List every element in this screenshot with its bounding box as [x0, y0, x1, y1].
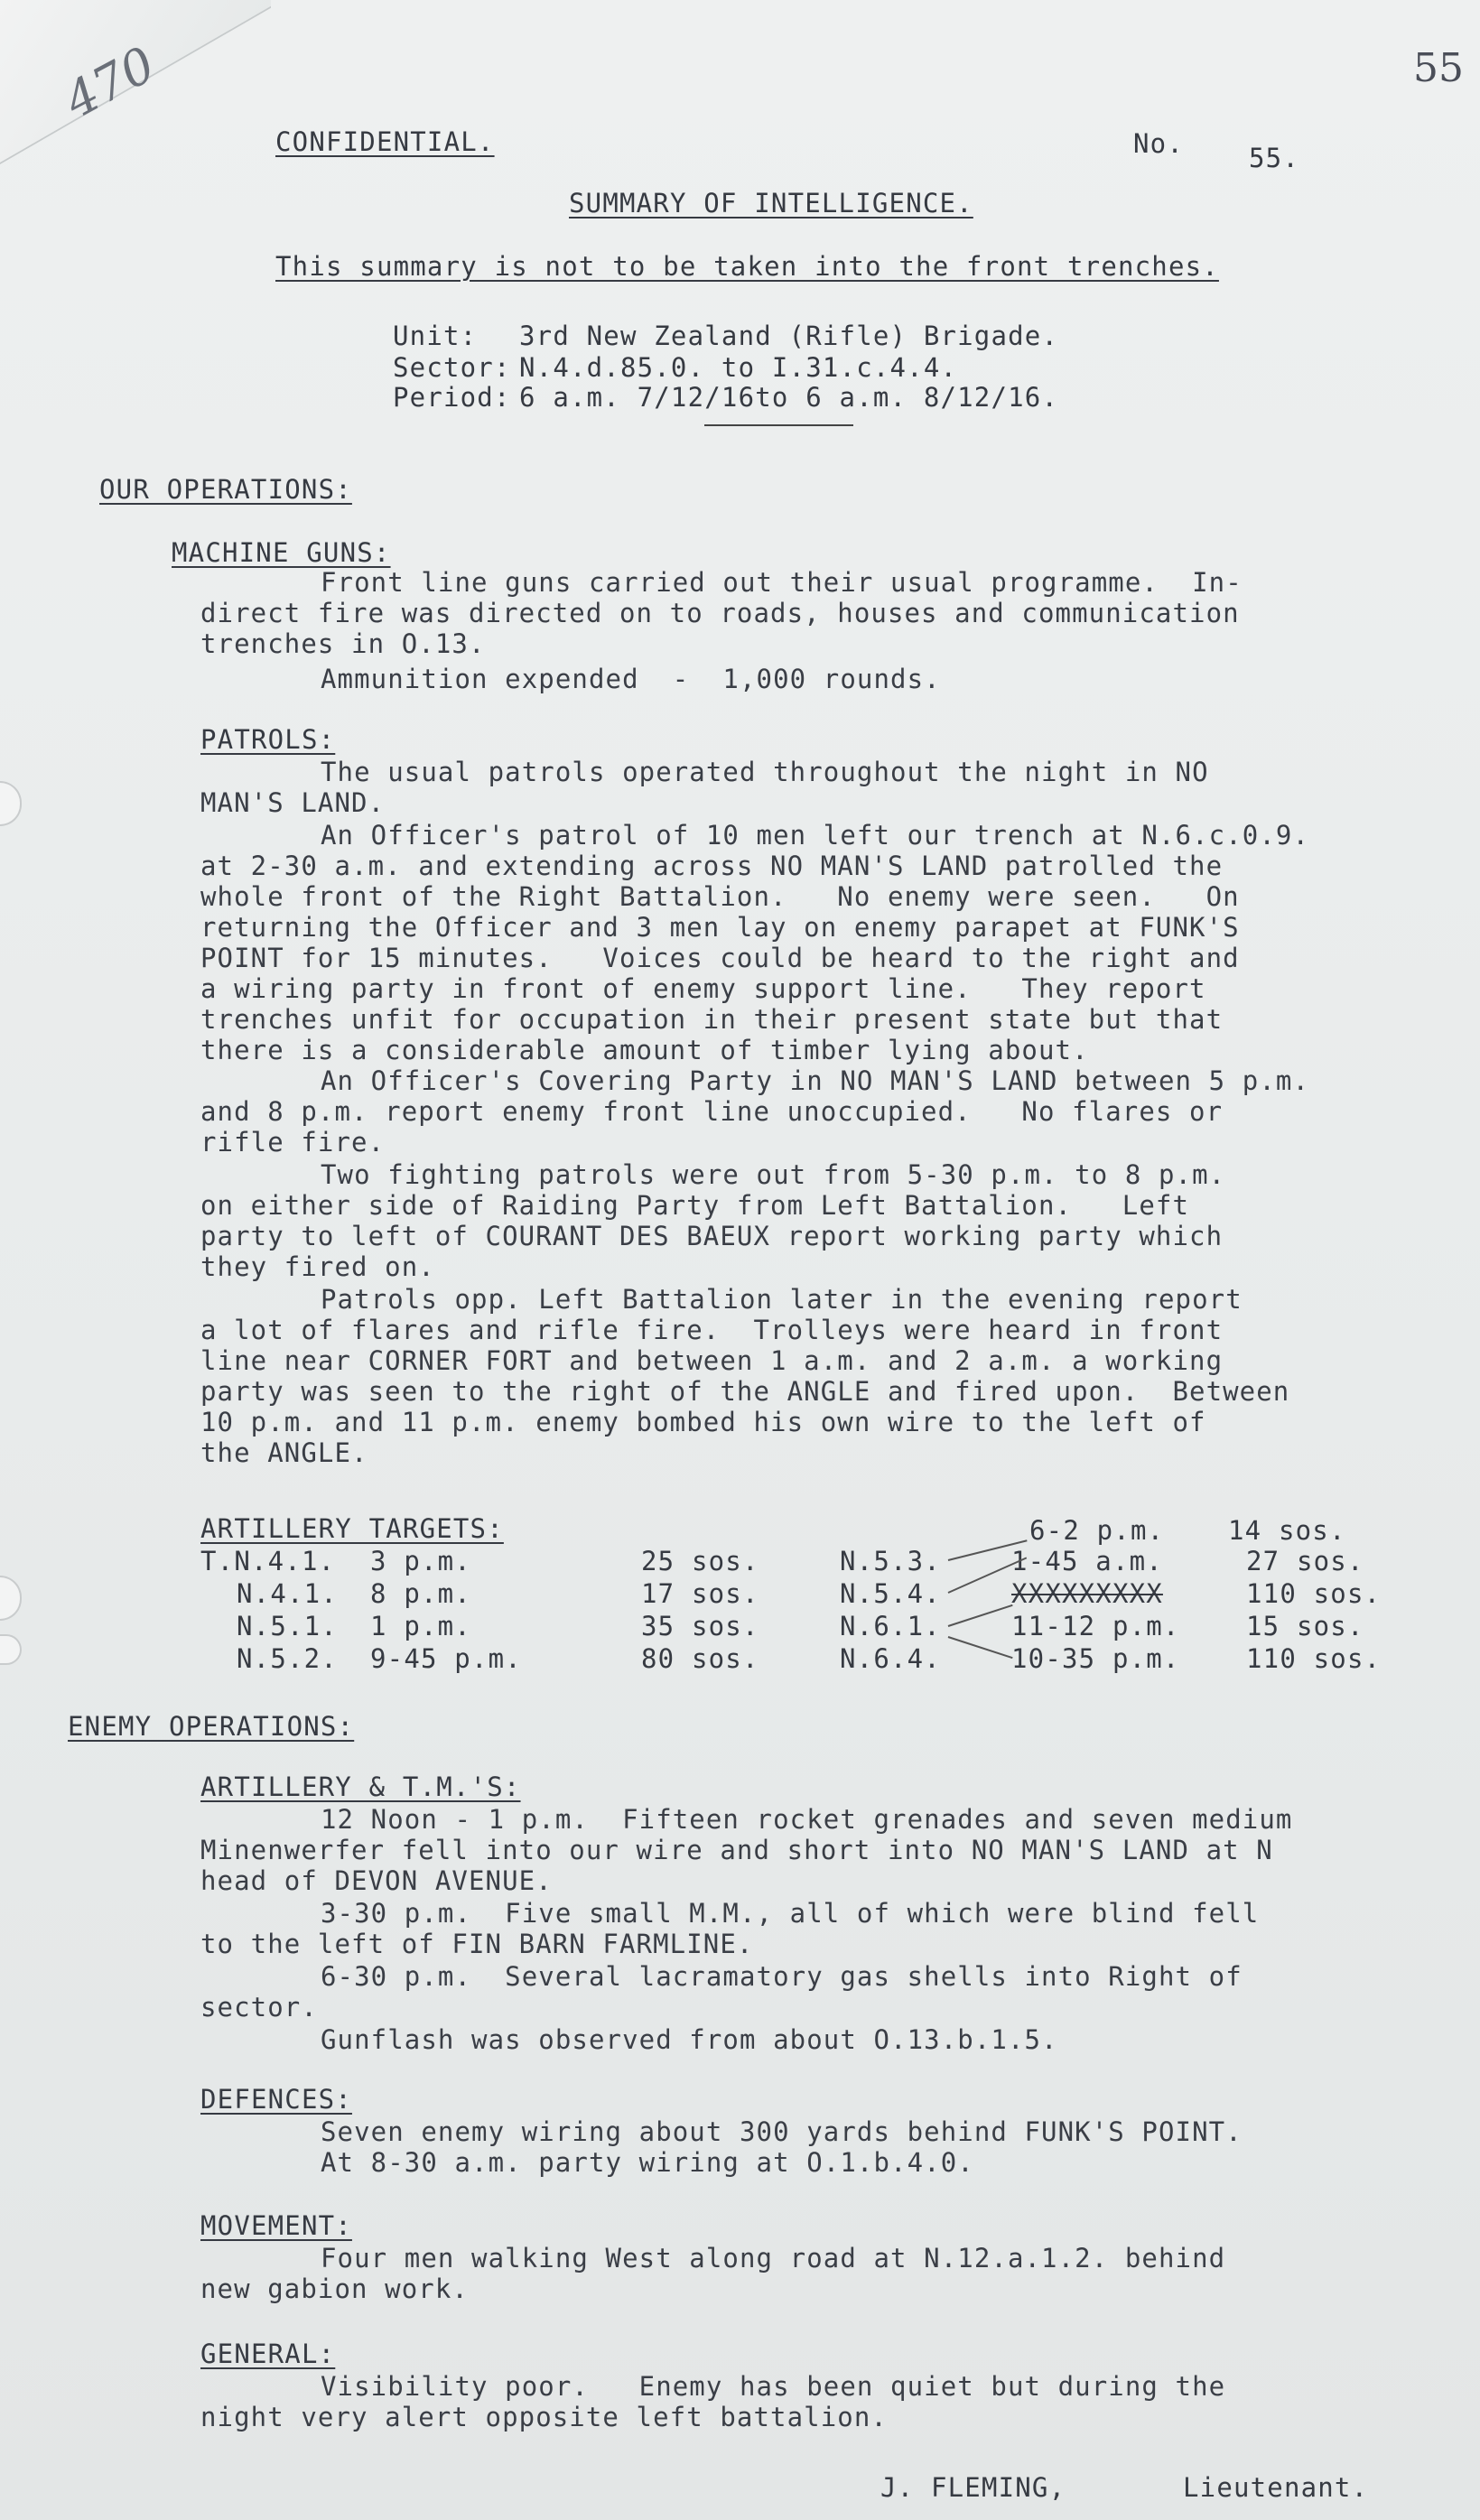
patrols-line: POINT for 15 minutes. Voices could be heard to the right and: [200, 943, 1240, 973]
punch-hole: [0, 1576, 22, 1621]
patrols-line: there is a considerable amount of timber lying about.: [200, 1035, 1089, 1065]
period-value: 6 a.m. 7/12/16to 6 a.m. 8/12/16.: [519, 382, 1059, 413]
patrols-line: party was seen to the right of the ANGLE and fired upon. Between: [200, 1376, 1290, 1407]
divider: [704, 424, 853, 426]
art-left-ref: N.5.2.: [237, 1643, 338, 1674]
art-right-sos: 110 sos.: [1246, 1578, 1382, 1609]
patrols-line: trenches unfit for occupation in their present state but that: [200, 1004, 1224, 1035]
art-right-ref: N.6.4.: [840, 1643, 941, 1674]
patrols-line: they fired on.: [200, 1251, 435, 1282]
patrols-line: An Officer's patrol of 10 men left our trench at N.6.c.0.9.: [321, 820, 1310, 851]
unit-label: Unit:: [393, 321, 478, 351]
art-left-ref: T.N.4.1.: [200, 1546, 336, 1576]
defences-line: At 8-30 a.m. party wiring at O.1.b.4.0.: [321, 2147, 974, 2178]
art-right-time: 1-45 a.m.: [1011, 1546, 1163, 1576]
machine-guns-heading: MACHINE GUNS:: [172, 537, 391, 568]
art-right-sos: 110 sos.: [1246, 1643, 1382, 1674]
art-right-sos: 15 sos.: [1246, 1611, 1364, 1641]
defences-line: Seven enemy wiring about 300 yards behind FUNK'S POINT.: [321, 2116, 1243, 2147]
art-left-sos: 35 sos.: [641, 1611, 759, 1641]
art-left-time: 3 p.m.: [370, 1546, 471, 1576]
art-left-sos: 80 sos.: [641, 1643, 759, 1674]
movement-line: Four men walking West along road at N.12.a.1.2. behind: [321, 2243, 1226, 2274]
enemy-artillery-line: Minenwerfer fell into our wire and short into NO MAN'S LAND at N: [200, 1835, 1273, 1865]
patrols-line: Two fighting patrols were out from 5-30 p.m. to 8 p.m.: [321, 1159, 1226, 1190]
mg-line: Ammunition expended - 1,000 rounds.: [321, 664, 941, 694]
art-left-ref: N.4.1.: [237, 1578, 338, 1609]
art-left-sos: 25 sos.: [641, 1546, 759, 1576]
art-right-ref: N.6.1.: [840, 1611, 941, 1641]
patrols-line: whole front of the Right Battalion. No enemy were seen. On: [200, 881, 1240, 912]
enemy-artillery-line: sector.: [200, 1992, 318, 2023]
artillery-extra-sos: 14 sos.: [1228, 1515, 1346, 1546]
punch-hole: [0, 1634, 22, 1665]
art-left-time: 8 p.m.: [370, 1578, 471, 1609]
movement-heading: MOVEMENT:: [200, 2210, 352, 2241]
enemy-artillery-heading: ARTILLERY & T.M.'S:: [200, 1771, 521, 1802]
mg-line: Front line guns carried out their usual programme. In-: [321, 567, 1243, 598]
document-subtitle: This summary is not to be taken into the front trenches.: [275, 251, 1219, 282]
enemy-artillery-line: head of DEVON AVENUE.: [200, 1865, 553, 1896]
patrols-line: An Officer's Covering Party in NO MAN'S LAND between 5 p.m.: [321, 1065, 1310, 1096]
patrols-line: a lot of flares and rifle fire. Trolleys were heard in front: [200, 1315, 1224, 1345]
patrols-line: party to left of COURANT DES BAEUX report working party which: [200, 1221, 1224, 1251]
patrols-line: The usual patrols operated throughout the night in NO: [321, 757, 1209, 787]
handwritten-arrow: [948, 1604, 1013, 1627]
patrols-line: on either side of Raiding Party from Left Battalion. Left: [200, 1190, 1190, 1221]
handwritten-arrow: [948, 1636, 1013, 1659]
patrols-line: rifle fire.: [200, 1127, 386, 1158]
confidential-label: CONFIDENTIAL.: [275, 126, 495, 157]
period-label: Period:: [393, 382, 511, 413]
movement-line: new gabion work.: [200, 2274, 469, 2304]
artillery-targets-heading: ARTILLERY TARGETS:: [200, 1513, 504, 1544]
patrols-line: returning the Officer and 3 men lay on enemy parapet at FUNK'S: [200, 912, 1240, 943]
art-right-ref: N.5.4.: [840, 1578, 941, 1609]
patrols-line: MAN'S LAND.: [200, 787, 386, 818]
art-left-ref: N.5.1.: [237, 1611, 338, 1641]
enemy-artillery-line: to the left of FIN BARN FARMLINE.: [200, 1929, 754, 1959]
art-right-sos: 27 sos.: [1246, 1546, 1364, 1576]
enemy-operations-heading: ENEMY OPERATIONS:: [68, 1711, 355, 1742]
art-right-time: 11-12 p.m.: [1011, 1611, 1180, 1641]
patrols-line: the ANGLE.: [200, 1437, 368, 1468]
our-operations-heading: OUR OPERATIONS:: [99, 474, 352, 505]
artillery-extra-time: 6-2 p.m.: [1029, 1515, 1165, 1546]
enemy-artillery-line: 12 Noon - 1 p.m. Fifteen rocket grenades and seven medium: [321, 1804, 1293, 1835]
punch-hole: [0, 781, 22, 826]
no-label: No.: [1133, 128, 1184, 159]
art-left-time: 1 p.m.: [370, 1611, 471, 1641]
defences-heading: DEFENCES:: [200, 2084, 352, 2115]
art-right-time: XXXXXXXXX: [1011, 1578, 1163, 1609]
patrols-line: at 2-30 a.m. and extending across NO MAN'S LAND patrolled the: [200, 851, 1224, 881]
patrols-line: and 8 p.m. report enemy front line unoccupied. No flares or: [200, 1096, 1224, 1127]
general-line: night very alert opposite left battalion.: [200, 2402, 888, 2432]
patrols-line: Patrols opp. Left Battalion later in the evening report: [321, 1284, 1243, 1315]
art-right-time: 10-35 p.m.: [1011, 1643, 1180, 1674]
page-number: 55: [1413, 45, 1464, 91]
enemy-artillery-line: 6-30 p.m. Several lacramatory gas shells into Right of: [321, 1961, 1243, 1992]
enemy-artillery-line: 3-30 p.m. Five small M.M., all of which were blind fell: [321, 1898, 1260, 1929]
no-value: 55.: [1249, 143, 1299, 173]
unit-value: 3rd New Zealand (Rifle) Brigade.: [519, 321, 1059, 351]
sector-label: Sector:: [393, 352, 511, 383]
patrols-line: 10 p.m. and 11 p.m. enemy bombed his own wire to the left of: [200, 1407, 1206, 1437]
art-right-ref: N.5.3.: [840, 1546, 941, 1576]
enemy-artillery-line: Gunflash was observed from about O.13.b.1.5.: [321, 2024, 1058, 2055]
general-heading: GENERAL:: [200, 2339, 336, 2369]
patrols-line: a wiring party in front of enemy support line. They report: [200, 973, 1206, 1004]
corner-number: 470: [55, 35, 164, 130]
patrols-line: line near CORNER FORT and between 1 a.m. and 2 a.m. a working: [200, 1345, 1224, 1376]
general-line: Visibility poor. Enemy has been quiet but during the: [321, 2371, 1226, 2402]
mg-line: direct fire was directed on to roads, houses and communication: [200, 598, 1240, 628]
patrols-heading: PATROLS:: [200, 724, 336, 755]
mg-line: trenches in O.13.: [200, 628, 486, 659]
signature-rank: Lieutenant.: [1183, 2472, 1369, 2503]
art-left-time: 9-45 p.m.: [370, 1643, 522, 1674]
sector-value: N.4.d.85.0. to I.31.c.4.4.: [519, 352, 958, 383]
signature-name: J. FLEMING,: [880, 2472, 1066, 2503]
document-title: SUMMARY OF INTELLIGENCE.: [569, 188, 973, 219]
art-left-sos: 17 sos.: [641, 1578, 759, 1609]
